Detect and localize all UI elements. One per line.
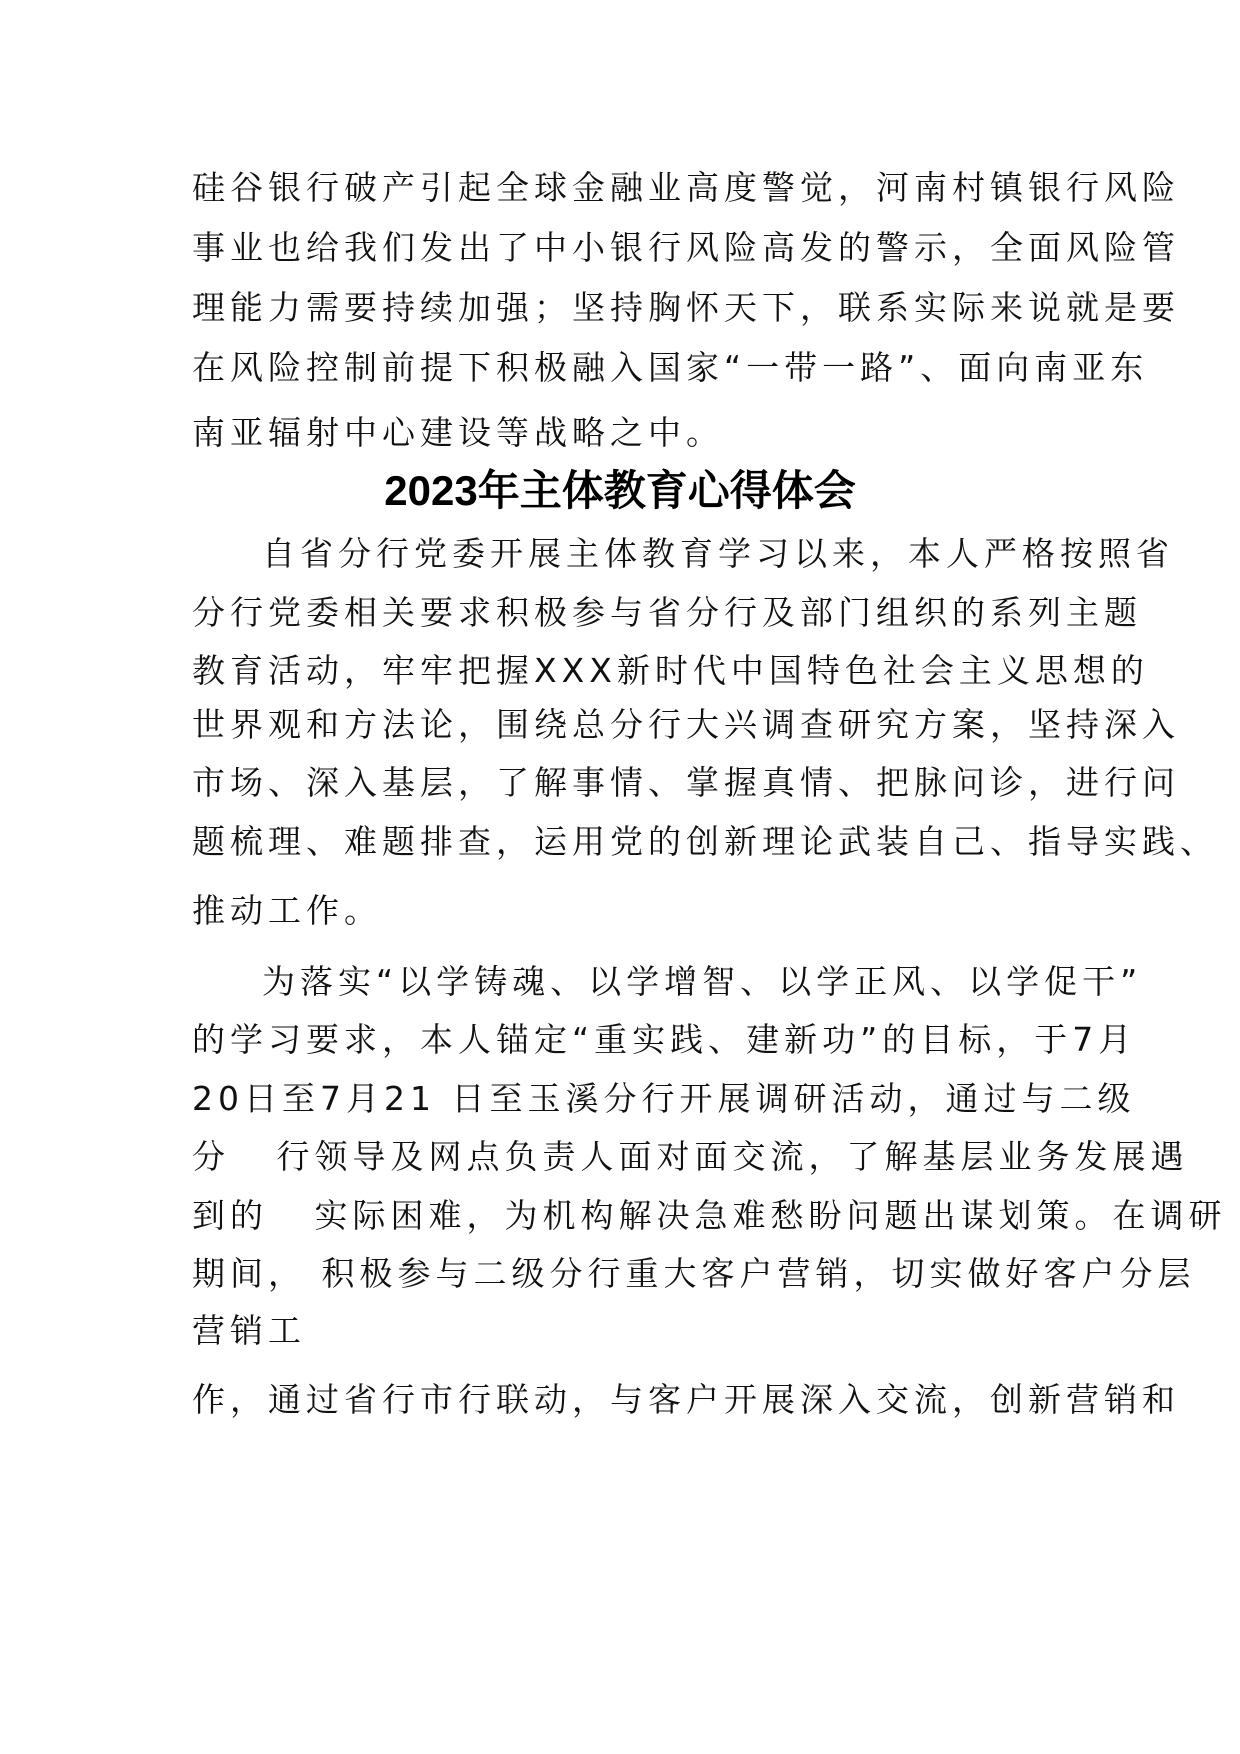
paragraph-line: 硅谷银行破产引起全球金融业高度警觉，河南村镇银行风险 — [192, 168, 1180, 207]
paragraph-line: 自省分行党委开展主体教育学习以来，本人严格按照省 — [262, 534, 1174, 573]
paragraph-line: 市场、深入基层，了解事情、掌握真情、把脉问诊，进行问 — [192, 763, 1180, 802]
paragraph-line: 为落实“以学铸魂、以学增智、以学正风、以学促干” — [262, 962, 1143, 1001]
paragraph-line: 南亚辐射中心建设等战略之中。 — [192, 413, 724, 452]
paragraph-line: 世界观和方法论，围绕总分行大兴调查研究方案，坚持深入 — [192, 705, 1180, 744]
paragraph-line: 在风险控制前提下积极融入国家“一带一路”、面向南亚东 — [192, 348, 1149, 387]
paragraph-line: 事业也给我们发出了中小银行风险高发的警示，全面风险管 — [192, 228, 1180, 267]
paragraph-line: 教育活动，牢牢把握XXX新时代中国特色社会主义思想的 — [192, 651, 1149, 690]
paragraph-line: 理能力需要持续加强；坚持胸怀天下，联系实际来说就是要 — [192, 288, 1180, 327]
paragraph-line: 分行党委相关要求积极参与省分行及部门组织的系列主题 — [192, 593, 1142, 632]
paragraph-line: 期间， 积极参与二级分行重大客户营销，切实做好客户分层 — [192, 1254, 1196, 1293]
paragraph-line: 20日至7月21 日至玉溪分行开展调研活动，通过与二级 — [192, 1079, 1136, 1118]
paragraph-line: 推动工作。 — [192, 891, 382, 930]
document-title: 2023年主体教育心得体会 — [384, 467, 856, 514]
paragraph-line: 到的 实际困难，为机构解决急难愁盼问题出谋划策。在调研 — [192, 1196, 1227, 1235]
paragraph-line: 营销工 — [192, 1311, 306, 1350]
paragraph-line: 题梳理、难题排查，运用党的创新理论武装自己、指导实践、 — [192, 822, 1218, 861]
paragraph-line: 分 行领导及网点负责人面对面交流，了解基层业务发展遇 — [192, 1137, 1189, 1176]
paragraph-line: 作，通过省行市行联动，与客户开展深入交流，创新营销和 — [192, 1380, 1180, 1419]
paragraph-line: 的学习要求，本人锚定“重实践、建新功”的目标，于7月 — [192, 1020, 1137, 1059]
